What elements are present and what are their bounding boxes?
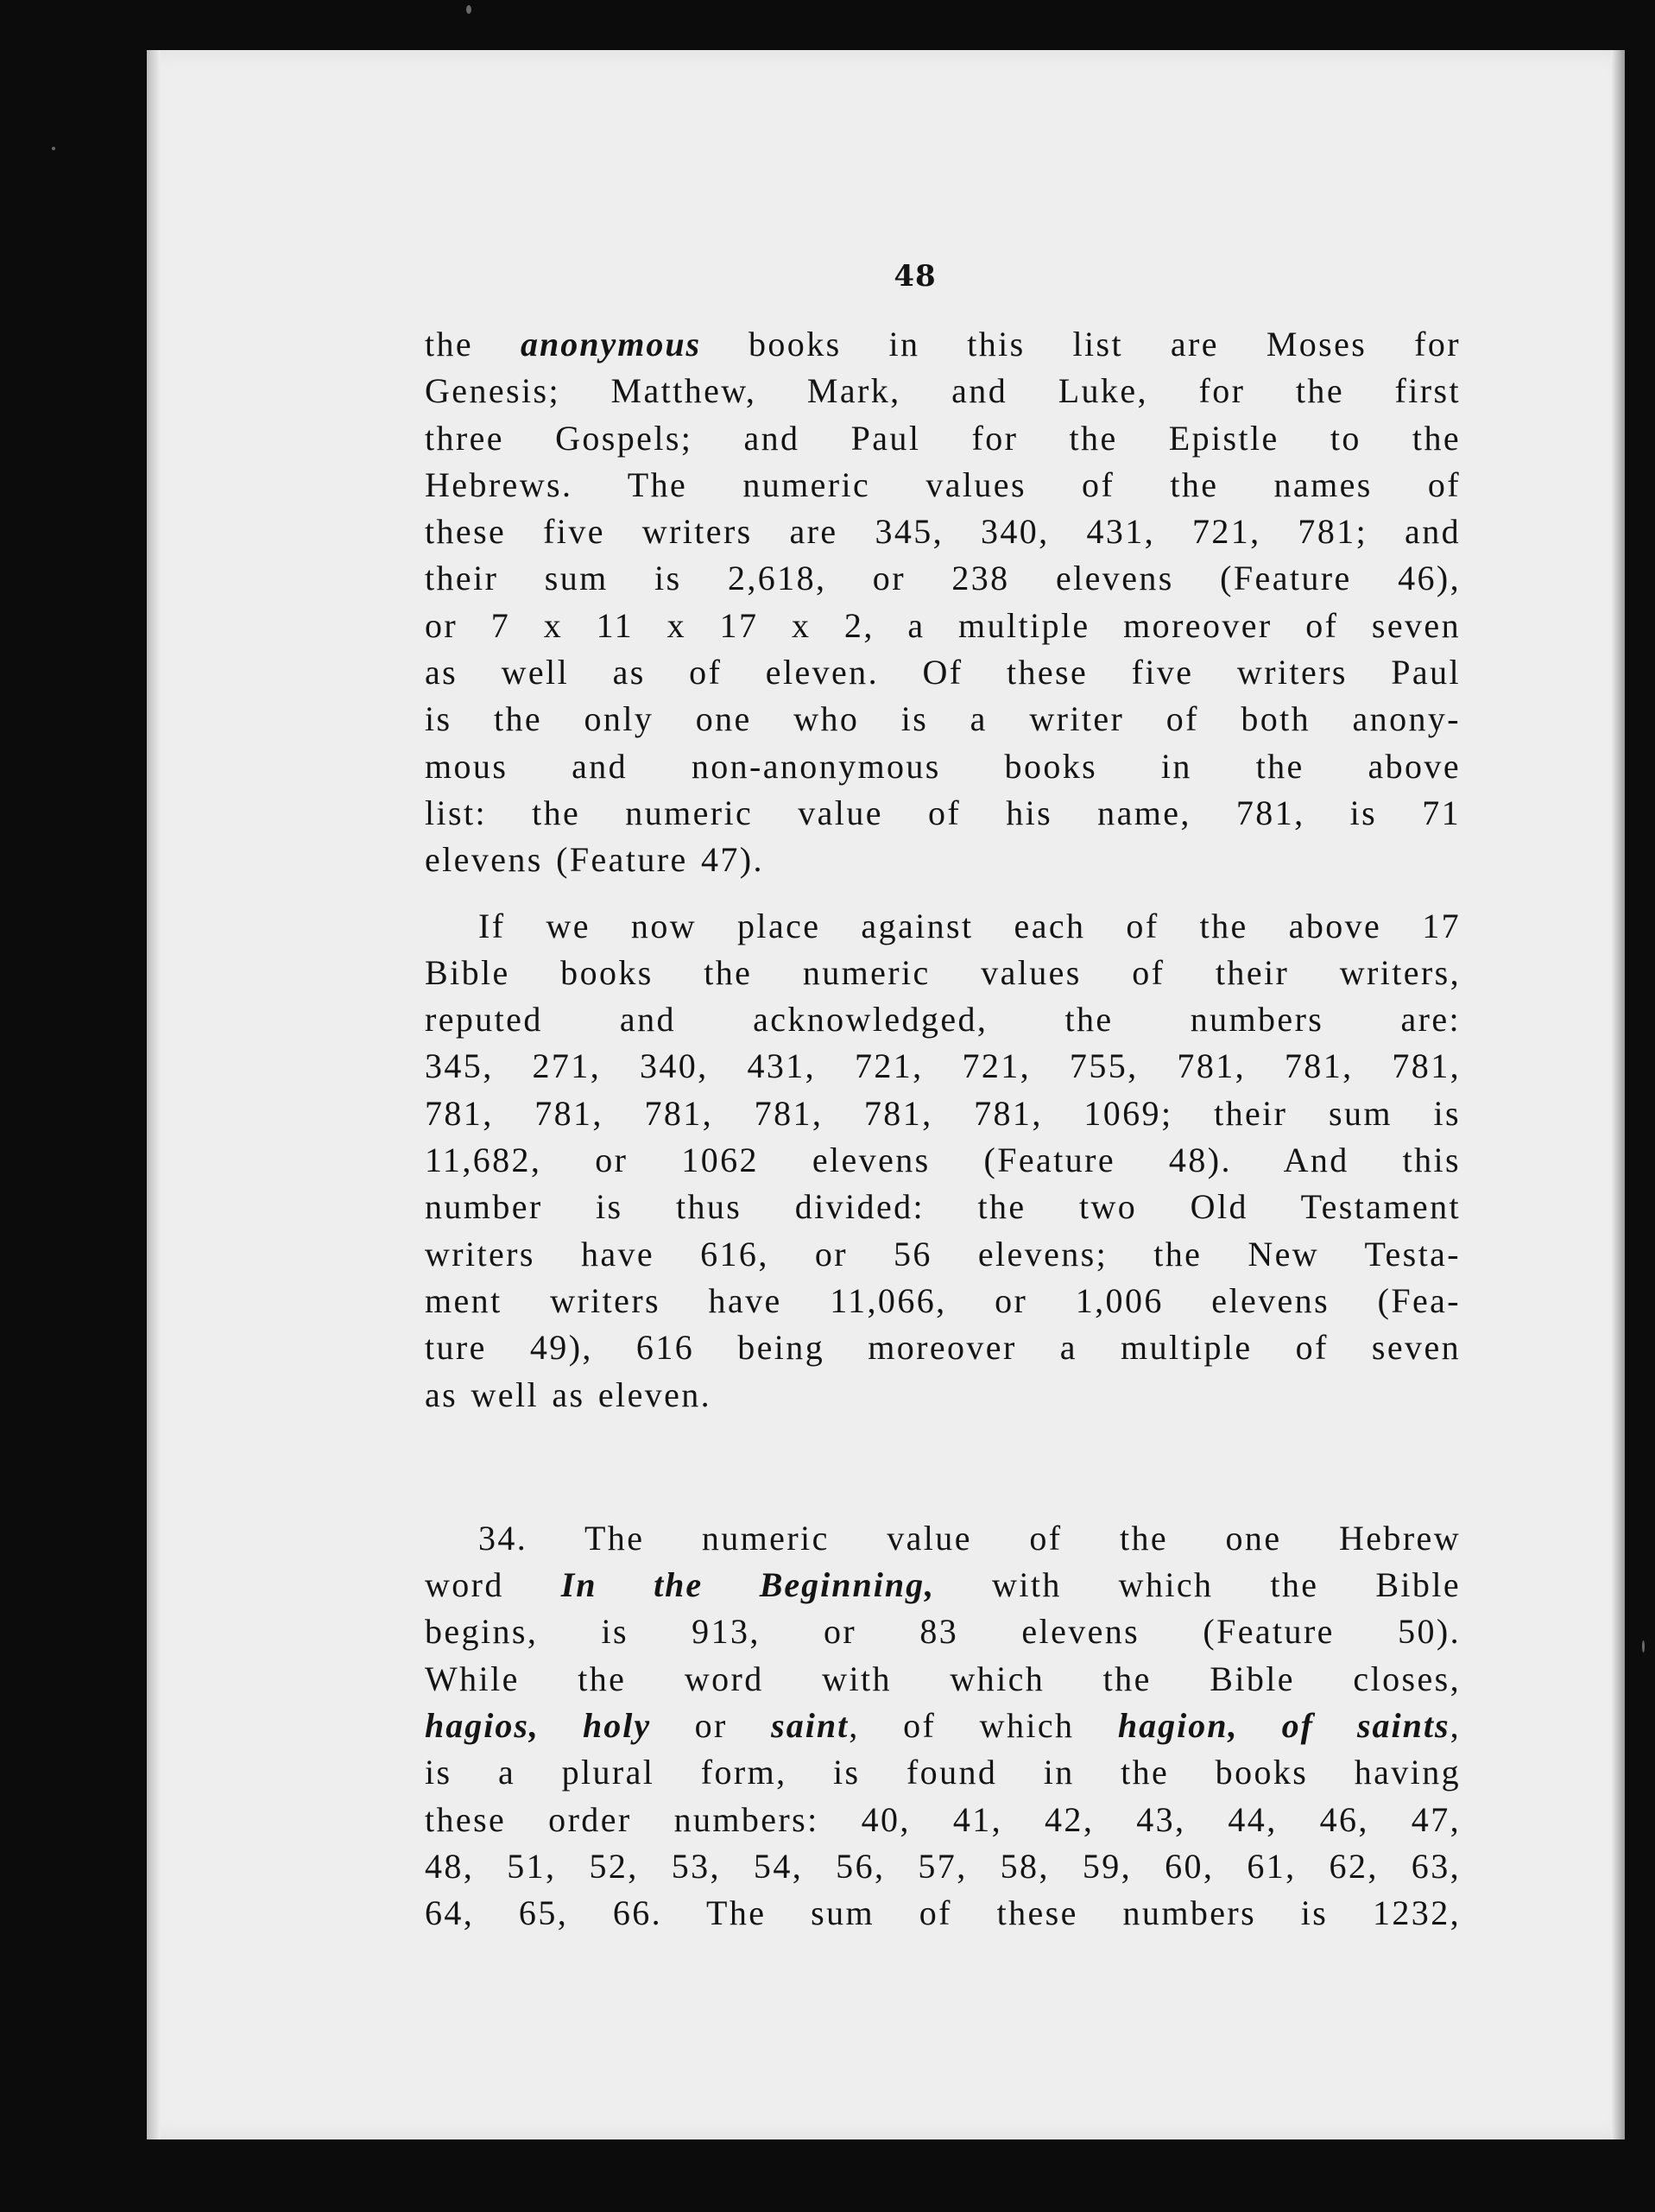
text-line xyxy=(425,1372,1461,1419)
text-segment: 48, 51, 52, 53, 54, 56, 57, 58, 59, 60, 61, 62, 63, xyxy=(425,1846,1461,1886)
text-line xyxy=(425,1749,1461,1796)
text-segment: number is thus divided: the two Old Testament xyxy=(425,1187,1461,1227)
text-line xyxy=(425,950,1461,996)
italic-phrase: hagion, of saints xyxy=(1117,1706,1450,1746)
text-segment: or 7 x 11 x 17 x 2, a multiple moreover of seven xyxy=(425,605,1461,645)
text-segment: 11,682, or 1062 elevens (Feature 48). And this xyxy=(425,1141,1461,1180)
text-line xyxy=(425,1043,1461,1090)
text-segment: reputed and acknowledged, the numbers are: xyxy=(425,1000,1461,1040)
text-segment: these order numbers: 40, 41, 42, 43, 44, 46, 47, xyxy=(425,1799,1461,1839)
text-segment: three Gospels; and Paul for the Epistle to the xyxy=(425,418,1461,458)
text-line xyxy=(425,1562,1461,1608)
page-number: 48 xyxy=(894,259,937,294)
text-line xyxy=(425,462,1461,509)
text-segment: as well as of eleven. Of these five writers Paul xyxy=(425,653,1461,692)
text-line xyxy=(425,1231,1461,1278)
text-segment: 345, 271, 340, 431, 721, 721, 755, 781, 781, 781, xyxy=(425,1046,1461,1086)
text-line xyxy=(425,1090,1461,1137)
text-line xyxy=(425,415,1461,462)
text-line xyxy=(425,1515,1461,1562)
text-line xyxy=(425,1608,1461,1655)
text-line xyxy=(425,837,1461,883)
text-line xyxy=(425,1137,1461,1184)
text-line xyxy=(425,790,1461,837)
text-segment: these five writers are 345, 340, 431, 721, 781; and xyxy=(425,512,1461,552)
text-line xyxy=(425,1843,1461,1890)
text-segment: elevens (Feature 47). xyxy=(425,840,764,880)
text-line xyxy=(425,1890,1461,1937)
text-line xyxy=(425,1278,1461,1324)
text-segment: with which the Bible xyxy=(935,1565,1461,1605)
text-line xyxy=(425,696,1461,743)
italic-phrase: In the Beginning, xyxy=(560,1565,936,1605)
text-line xyxy=(425,321,1461,368)
text-line xyxy=(425,1797,1461,1843)
scan-speck xyxy=(1642,1640,1645,1653)
text-line xyxy=(425,603,1461,649)
text-segment: 34. The numeric value of the one Hebrew xyxy=(478,1518,1461,1558)
text-line xyxy=(425,555,1461,602)
page-edge-left xyxy=(147,50,161,2139)
text-segment: While the word with which the Bible closes, xyxy=(425,1659,1461,1698)
text-segment: writers have 616, or 56 elevens; the New Testa- xyxy=(425,1234,1461,1273)
text-line xyxy=(425,743,1461,790)
text-line xyxy=(425,1656,1461,1703)
text-line xyxy=(425,509,1461,555)
text-segment: mous and non-anonymous books in the above xyxy=(425,746,1461,786)
page-edge-right xyxy=(1611,50,1625,2139)
text-segment: their sum is 2,618, or 238 elevens (Feature 46), xyxy=(425,559,1461,598)
body-text xyxy=(425,321,1461,1937)
scan-speck xyxy=(52,147,55,150)
text-segment: word xyxy=(425,1565,561,1605)
text-segment: ture 49), 616 being moreover a multiple of seven xyxy=(425,1328,1461,1368)
text-segment: or xyxy=(651,1706,772,1746)
italic-phrase: saint xyxy=(771,1706,850,1746)
text-segment: books in this list are Moses for xyxy=(701,325,1461,363)
text-segment: Genesis; Matthew, Mark, and Luke, for the first xyxy=(425,371,1461,411)
text-segment: begins, is 913, or 83 elevens (Feature 50). xyxy=(425,1612,1461,1652)
text-segment: If we now place against each of the above 17 xyxy=(478,906,1461,945)
italic-phrase: hagios, holy xyxy=(425,1706,652,1746)
text-segment: list: the numeric value of his name, 781, is 71 xyxy=(425,793,1461,832)
italic-phrase: anonymous xyxy=(520,325,702,363)
text-line xyxy=(425,1184,1461,1230)
scan-speck xyxy=(466,5,471,14)
text-line xyxy=(425,1324,1461,1371)
text-segment: Hebrews. The numeric values of the names of xyxy=(425,465,1461,504)
text-segment: as well as eleven. xyxy=(425,1375,712,1414)
text-segment: is a plural form, is found in the books having xyxy=(425,1753,1461,1792)
text-segment: 64, 65, 66. The sum of these numbers is 1232, xyxy=(425,1893,1461,1933)
text-line xyxy=(425,1703,1461,1749)
text-segment: Bible books the numeric values of their writers, xyxy=(425,952,1461,992)
text-segment: , xyxy=(1450,1706,1461,1746)
text-line xyxy=(425,903,1461,950)
text-segment: , of which xyxy=(849,1706,1118,1746)
text-line xyxy=(425,996,1461,1043)
text-line xyxy=(425,649,1461,696)
text-segment: 781, 781, 781, 781, 781, 781, 1069; their sum is xyxy=(425,1093,1461,1133)
text-line xyxy=(425,368,1461,414)
text-segment: the xyxy=(425,325,521,363)
text-segment: ment writers have 11,066, or 1,006 elevens (Fea- xyxy=(425,1280,1461,1320)
text-segment: is the only one who is a writer of both anony- xyxy=(425,699,1461,739)
